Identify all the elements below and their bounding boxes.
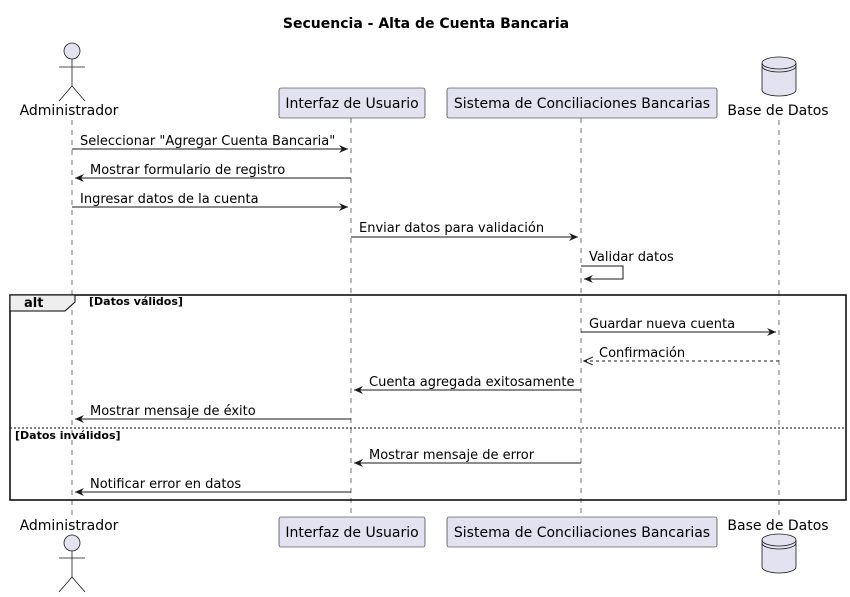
diagram-title: Secuencia - Alta de Cuenta Bancaria [282, 16, 570, 32]
actor-admin-top-icon [59, 43, 85, 101]
message-label-8: Cuenta agregada exitosamente [369, 375, 575, 390]
database-db-bottom-icon [762, 534, 796, 573]
participant-ui-label-top: Interfaz de Usuario [285, 96, 419, 112]
message-label-11: Notificar error en datos [90, 477, 242, 492]
message-label-1: Seleccionar "Agregar Cuenta Bancaria" [80, 134, 336, 149]
message-label-7: Confirmación [599, 346, 686, 361]
participant-ui-label-bottom: Interfaz de Usuario [285, 525, 419, 541]
participant-admin-label-bottom: Administrador [19, 518, 119, 534]
message-label-2: Mostrar formulario de registro [90, 163, 286, 178]
participant-db-label-bottom: Base de Datos [727, 518, 829, 534]
participant-admin-label-top: Administrador [19, 103, 119, 119]
alt-guard-valid: [Datos válidos] [89, 295, 183, 308]
database-db-top-icon [762, 57, 796, 96]
participant-db-label-top: Base de Datos [727, 103, 829, 119]
message-label-3: Ingresar datos de la cuenta [80, 192, 259, 207]
alt-guard-invalid: [Datos inválidos] [15, 429, 121, 442]
message-arrow-5-self [581, 266, 623, 279]
message-label-10: Mostrar mensaje de error [369, 448, 535, 463]
participant-sistema-label-top: Sistema de Conciliaciones Bancarias [453, 96, 711, 112]
actor-admin-bottom-icon [59, 535, 85, 592]
message-label-5: Validar datos [589, 250, 674, 265]
message-label-4: Enviar datos para validación [359, 221, 545, 236]
message-label-6: Guardar nueva cuenta [589, 317, 736, 332]
message-label-9: Mostrar mensaje de éxito [90, 404, 256, 419]
alt-keyword: alt [24, 296, 44, 311]
participant-sistema-label-bottom: Sistema de Conciliaciones Bancarias [453, 525, 711, 541]
